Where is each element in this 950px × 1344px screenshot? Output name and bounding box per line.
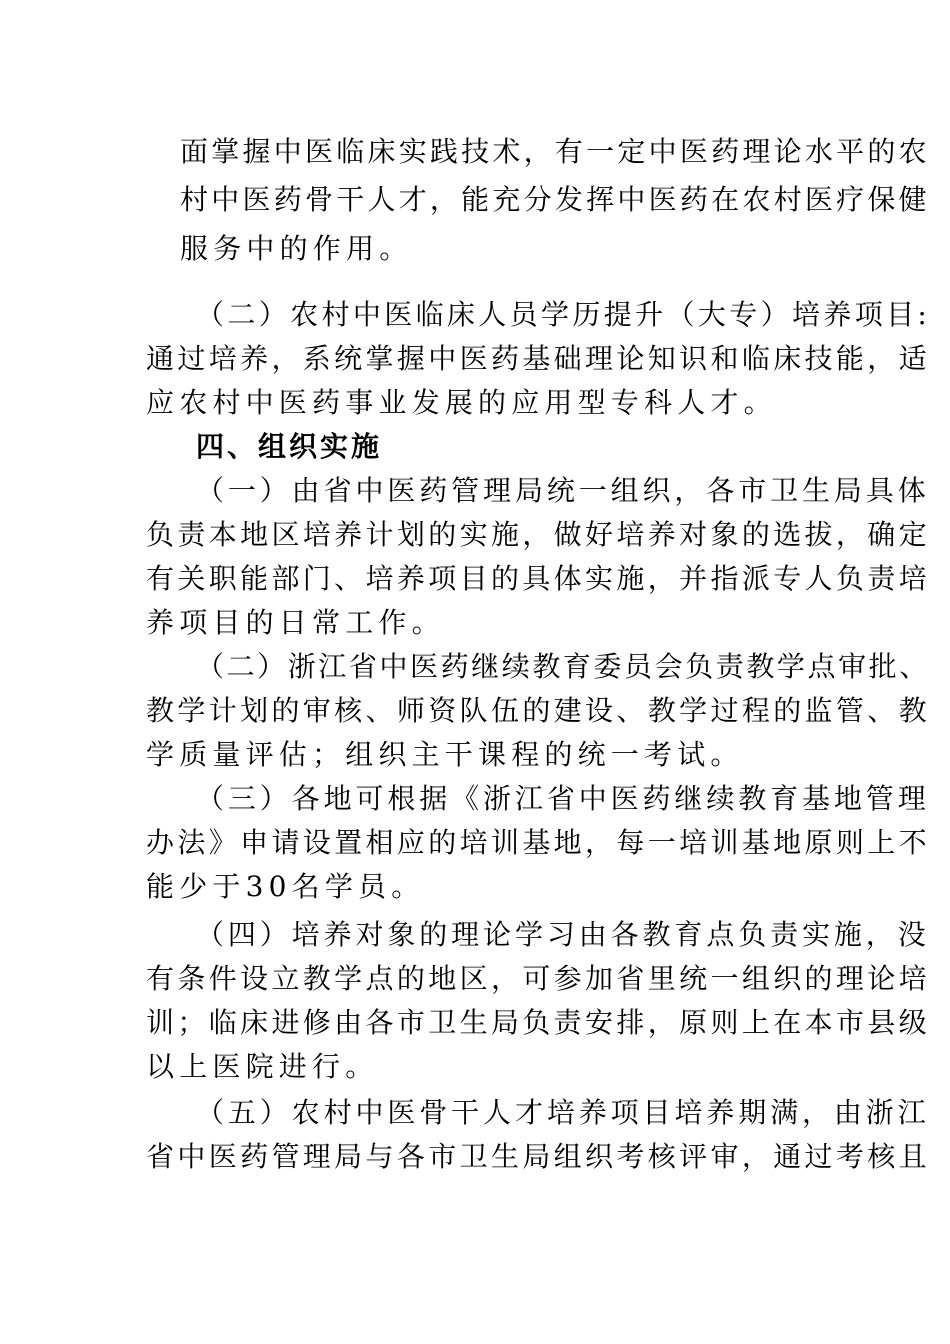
text-line: 有关职能部门、培养项目的具体实施，并指派专人负责培 [146, 562, 931, 595]
text-line: 应农村中医药事业发展的应用型专科人才。 [146, 386, 777, 419]
text-line: 能少于30名学员。 [146, 870, 425, 903]
text-line: 面掌握中医临床实践技术，有一定中医药理论水平的农 [180, 135, 930, 168]
text-line: 省中医药管理局与各市卫生局组织考核评审，通过考核且 [146, 1140, 931, 1173]
text-line: （四）培养对象的理论学习由各教育点负责实施，没 [196, 918, 930, 951]
text-line: （五）农村中医骨干人才培养项目培养期满，由浙江 [196, 1096, 930, 1129]
text-line: 村中医药骨干人才，能充分发挥中医药在农村医疗保健 [180, 183, 930, 216]
text-line: 服务中的作用。 [180, 232, 413, 265]
text-line: 教学计划的审核、师资队伍的建设、教学过程的监管、教 [146, 694, 931, 727]
text-line: （二）浙江省中医药继续教育委员会负责教学点审批、 [196, 650, 930, 683]
text-line: 办法》申请设置相应的培训基地，每一培训基地原则上不 [146, 826, 931, 859]
text-line: 训；临床进修由各市卫生局负责安排，原则上在本市县级 [146, 1006, 931, 1039]
text-line: 以上医院进行。 [146, 1050, 379, 1083]
text-line: 学质量评估；组织主干课程的统一考试。 [146, 738, 744, 771]
text-line: 通过培养，系统掌握中医药基础理论知识和临床技能，适 [146, 342, 931, 375]
text-line: （一）由省中医药管理局统一组织，各市卫生局具体 [196, 474, 930, 507]
text-line: 养项目的日常工作。 [146, 606, 445, 639]
text-line: 负责本地区培养计划的实施，做好培养对象的选拔，确定 [146, 518, 931, 551]
text-line: （三）各地可根据《浙江省中医药继续教育基地管理 [196, 782, 930, 815]
section-heading: 四、组织实施 [196, 430, 383, 463]
text-line: 有条件设立教学点的地区，可参加省里统一组织的理论培 [146, 962, 931, 995]
text-line: （二）农村中医临床人员学历提升（大专）培养项目: [196, 298, 931, 331]
